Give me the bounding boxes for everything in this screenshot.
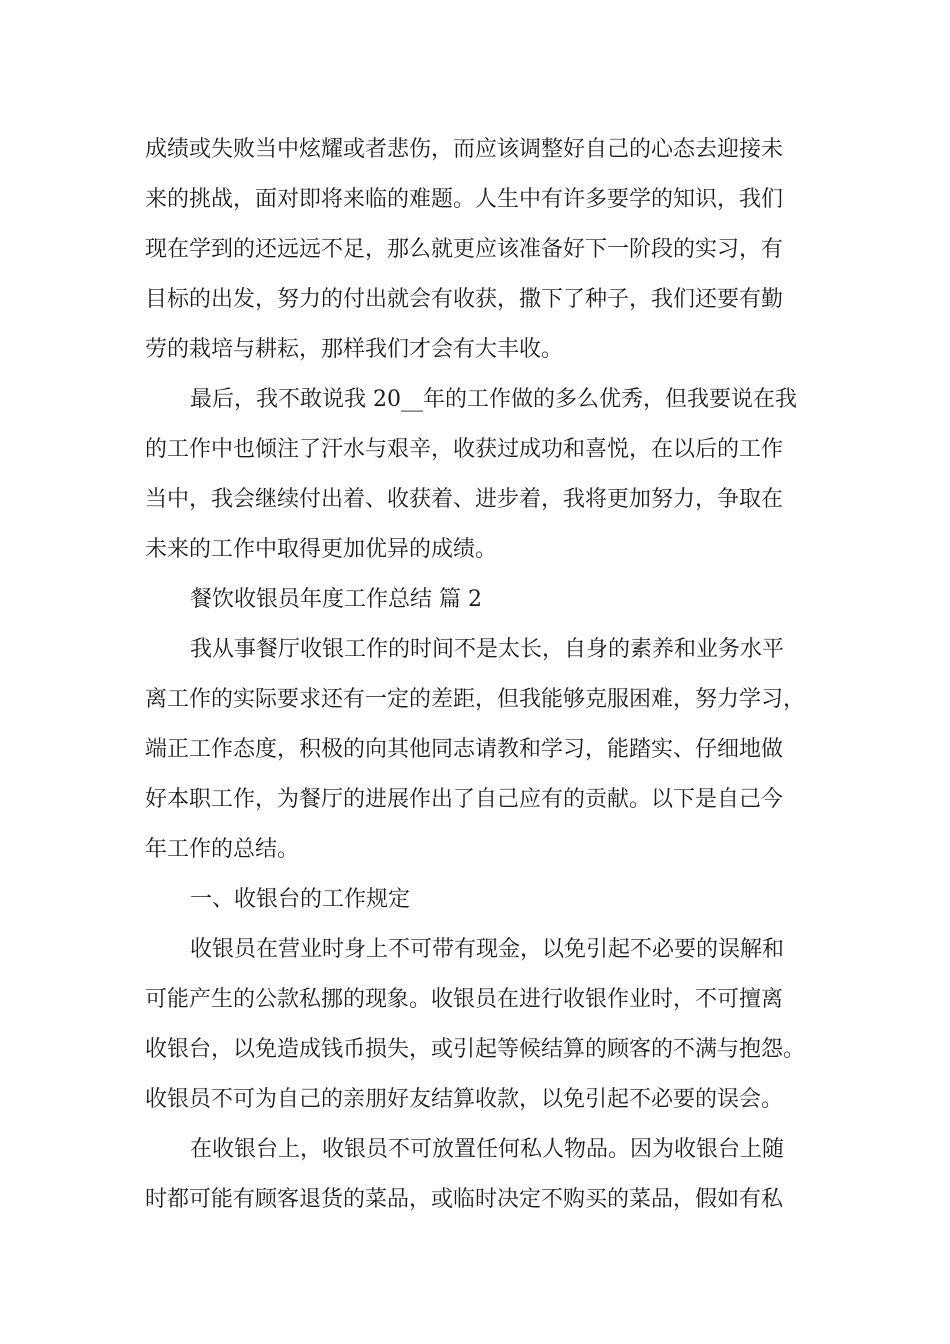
line-text: 收银员不可为自己的亲朋好友结算收款，以免引起不必要的误会。 [145,1087,784,1112]
text-line [0,1075,950,1125]
text-line [0,125,950,175]
text-line [0,225,950,275]
text-line [0,675,950,725]
line-text: 收银员在营业时身上不可带有现金，以免引起不必要的误解和 [190,937,785,962]
section-heading-text: 一、收银台的工作规定 [190,887,411,912]
line-text: 目标的出发，努力的付出就会有收获，撒下了种子，我们还要有勤 [145,287,784,312]
line-text: 最后，我不敢说我 20__年的工作做的多么优秀，但我要说在我 [190,387,797,412]
paragraph-first-line [0,625,950,675]
text-line [0,725,950,775]
line-text: 成绩或失败当中炫耀或者悲伤，而应该调整好自己的心态去迎接未 [145,137,784,162]
text-line [0,275,950,325]
line-text: 现在学到的还远远不足，那么就更应该准备好下一阶段的实习，有 [145,237,784,262]
text-line [0,425,950,475]
paragraph-first-line [0,375,950,425]
line-text: 收银台，以免造成钱币损失，或引起等候结算的顾客的不满与抱怨。 [145,1037,806,1062]
line-text: 的工作中也倾注了汗水与艰辛，收获过成功和喜悦，在以后的工作 [145,437,784,462]
line-text: 年工作的总结。 [145,837,300,862]
line-text: 未来的工作中取得更加优异的成绩。 [145,537,498,562]
line-text: 可能产生的公款私挪的现象。收银员在进行收银作业时，不可擅离 [145,987,784,1012]
paragraph-first-line [0,1125,950,1175]
text-line [0,775,950,825]
text-line [0,825,950,875]
section-heading [0,875,950,925]
text-line [0,475,950,525]
text-line [0,175,950,225]
line-text: 时都可能有顾客退货的菜品，或临时决定不购买的菜品，假如有私 [145,1187,784,1212]
text-line [0,325,950,375]
section-title-text: 餐饮收银员年度工作总结 篇 2 [190,587,482,612]
section-title [0,575,950,625]
line-text: 劳的栽培与耕耘，那样我们才会有大丰收。 [145,337,564,362]
text-line [0,1175,950,1225]
paragraph-first-line [0,925,950,975]
line-text: 好本职工作，为餐厅的进展作出了自己应有的贡献。以下是自己今 [145,787,784,812]
line-text: 我从事餐厅收银工作的时间不是太长，自身的素养和业务水平 [190,637,785,662]
line-text: 来的挑战，面对即将来临的难题。人生中有许多要学的知识，我们 [145,187,784,212]
line-text: 在收银台上，收银员不可放置任何私人物品。因为收银台上随 [190,1137,785,1162]
line-text: 端正工作态度，积极的向其他同志请教和学习，能踏实、仔细地做 [145,737,784,762]
text-line [0,525,950,575]
line-text: 当中，我会继续付出着、收获着、进步着，我将更加努力，争取在 [145,487,784,512]
line-text: 离工作的实际要求还有一定的差距，但我能够克服困难，努力学习， [145,687,806,712]
text-line [0,975,950,1025]
text-line [0,1025,950,1075]
